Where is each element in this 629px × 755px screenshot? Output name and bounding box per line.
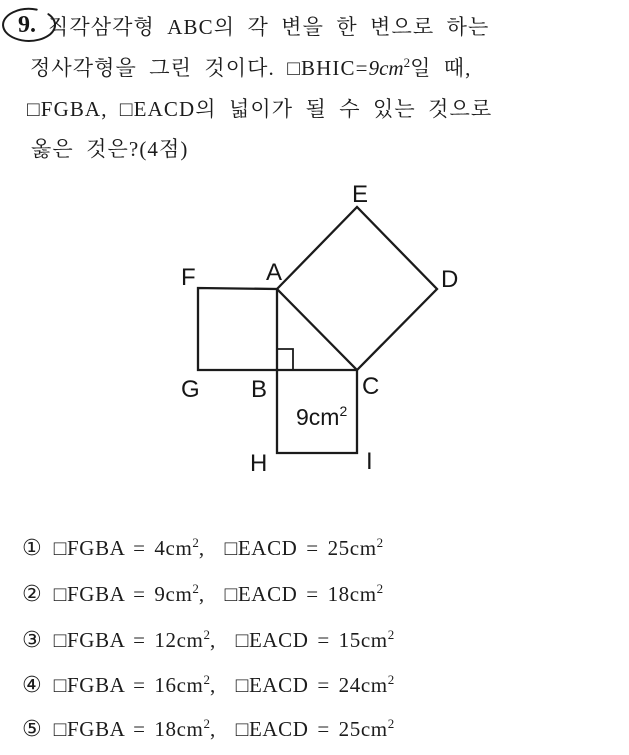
square-bhic-area-label: $9cm^2$ xyxy=(296,403,348,430)
option-4-text: □FGBA = $16cm^2$, □EACD = $24cm^2$ xyxy=(53,672,395,697)
question-text-line4: 옳은 것은?(4점) xyxy=(31,137,189,161)
option-3-text: □FGBA = $12cm^2$, □EACD = $15cm^2$ xyxy=(53,627,395,652)
vertex-label-f: F xyxy=(181,264,196,291)
square-eacd xyxy=(277,207,437,370)
question-text-line3: □FGBA, □EACD의 넓이가 될 수 있는 것으로 xyxy=(27,97,493,121)
option-2-number[interactable]: ② xyxy=(22,582,42,607)
option-5[interactable] xyxy=(22,717,394,742)
option-5-number[interactable]: ⑤ xyxy=(22,717,42,742)
right-angle-mark xyxy=(277,349,293,370)
vertex-label-e: E xyxy=(352,181,369,208)
vertex-label-h: H xyxy=(250,450,268,477)
option-3-number[interactable]: ③ xyxy=(22,628,42,653)
option-4-number[interactable]: ④ xyxy=(22,673,42,698)
vertex-label-c: C xyxy=(362,373,380,400)
option-5-text: □FGBA = $18cm^2$, □EACD = $25cm^2$ xyxy=(53,716,395,741)
vertex-label-g: G xyxy=(181,376,200,403)
option-2-text: □FGBA = $9cm^2$, □EACD = $18cm^2$ xyxy=(53,581,384,606)
option-1-number[interactable]: ① xyxy=(22,536,42,561)
vertex-label-b: B xyxy=(251,376,268,403)
question-line2-math: 9cm xyxy=(368,56,404,80)
question-line2-pre: 정사각형을 그린 것이다. □BHIC= xyxy=(30,56,369,80)
vertex-label-a: A xyxy=(266,259,283,286)
question-number: 9. xyxy=(18,12,36,38)
question-text-line2 xyxy=(30,53,472,83)
option-4[interactable] xyxy=(22,673,394,698)
geometry-diagram xyxy=(150,170,470,480)
question-line2-post: 일 때, xyxy=(410,56,472,80)
question-text-line1: 직각삼각형 ABC의 각 변을 한 변으로 하는 xyxy=(48,15,490,39)
question-line2-superscript: 2 xyxy=(403,55,411,70)
option-2[interactable] xyxy=(22,582,383,607)
option-1[interactable] xyxy=(22,536,383,561)
vertex-label-i: I xyxy=(366,448,373,475)
square-fgba xyxy=(198,288,277,370)
option-1-text: □FGBA = $4cm^2$, □EACD = $25cm^2$ xyxy=(53,535,384,560)
vertex-label-d: D xyxy=(441,266,459,293)
option-3[interactable] xyxy=(22,628,394,653)
